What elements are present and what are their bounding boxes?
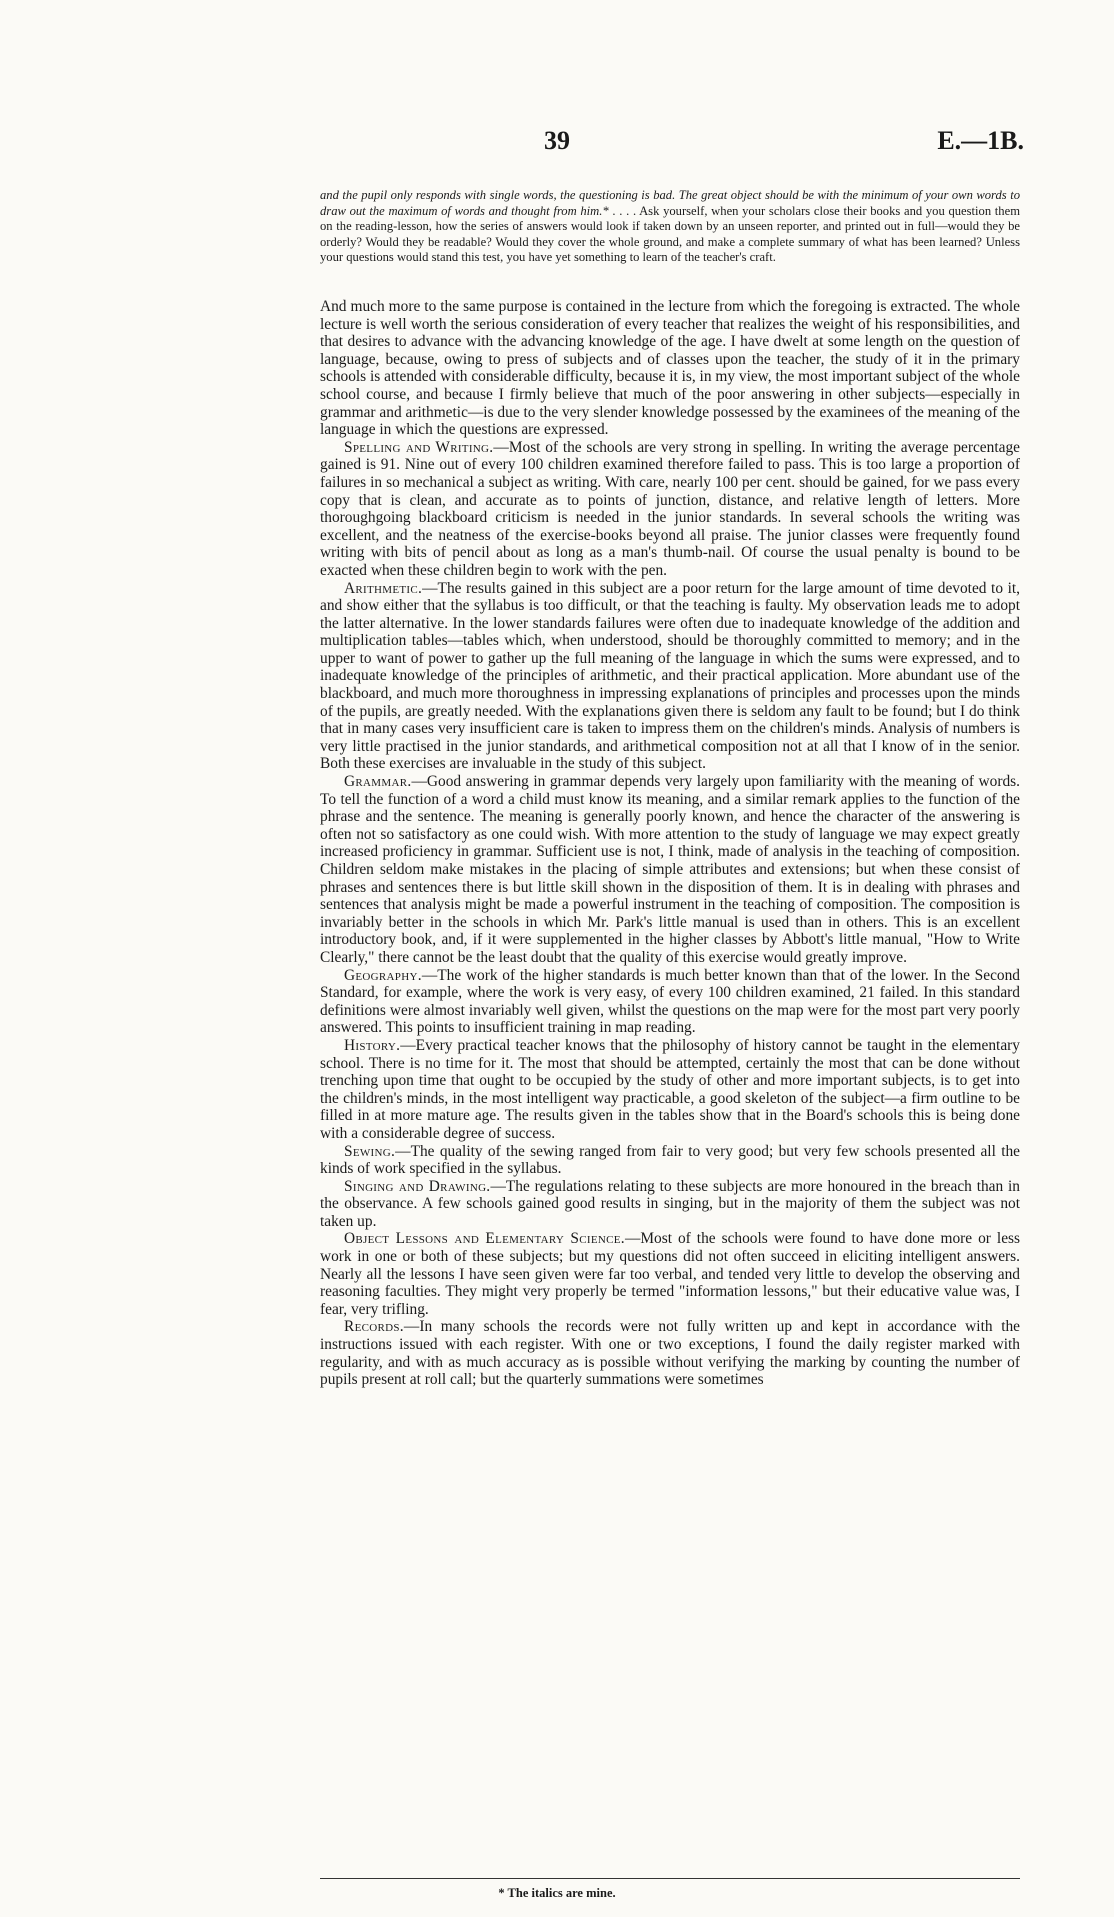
paragraph-sewing xyxy=(320,1143,1020,1178)
paragraph-text: —Good answering in grammar depends very largely upon familiarity with the meaning of words. To tell the function of a word a child must know its meaning, and a similar remark applies to the function of the phrase and the sentence. The meaning is generally poorly known, and hence the character of the answering is often not so satisfactory as one could wish. With more attention to the study of language we may expect greatly increased proficiency in grammar. Sufficient use is not, I think, made of analysis in the teaching of composition. Children seldom make mistakes in the placing of simple attributes and extensions; but when these consist of phrases and sentences there is but little skill shown in the disposition of them. It is in dealing with phrases and sentences that analysis might be made a powerful instrument in the teaching of composition. The composition is invariably better in the schools in which Mr. Park's little manual is used than in others. This is an excellent introductory book, and, if it were supplemented in the higher classes by Abbott's little manual, "How to Write Clearly," there cannot be the least doubt that the quality of this exercise would greatly improve. xyxy=(320,773,1020,966)
document-reference: E.—1B. xyxy=(937,126,1024,155)
paragraph-text: —The regulations relating to these subjects are more honoured in the breach than in the observance. A few schools gained good results in singing, but in the majority of them the subject was not taken up. xyxy=(320,1177,1021,1230)
paragraph-grammar xyxy=(320,773,1020,967)
section-heading: History. xyxy=(344,1036,401,1054)
paragraph-spelling-writing xyxy=(320,439,1020,580)
paragraph-history xyxy=(320,1037,1020,1143)
section-heading: Sewing. xyxy=(344,1142,396,1160)
section-heading: Singing and Drawing. xyxy=(344,1177,491,1195)
paragraph-text: —In many schools the records were not fully written up and kept in accordance with the instructions issued with each register. With one or two exceptions, I found the daily register marked with regularity, and with as much accuracy as is possible without verifying the marking by counting the number of pupils present at roll call; but the quarterly summations were sometimes xyxy=(320,1318,1020,1389)
section-heading: Arithmetic. xyxy=(344,579,423,597)
footnote: * The italics are mine. xyxy=(498,1886,616,1900)
quote-italic-text: and the pupil only responds with single words, the questioning is bad. The great object should be with the minimum of your own words to draw out the maximum of words and thought from him.* xyxy=(320,188,1020,218)
paragraph-records xyxy=(320,1318,1020,1388)
quote-plain-text: . . . . Ask yourself, when your scholars close their books and you question them on the reading-lesson, how the series of answers would look if taken down by an unseen reporter, and printed out in full—would they be orderly? Would they be readable? Would they cover the whole ground, and make a complete summary of what has been learned? Unless your questions would stand this test, you have yet something to learn of the teacher's craft. xyxy=(320,203,1020,264)
paragraph-text: —Every practical teacher knows that the philosophy of history cannot be taught in the elementary school. There is no time for it. The most that should be attempted, certainly the most that can be done without trenching upon time that ought to be occupied by the study of other and more important subjects, is to get into the children's minds, in the most intelligent way practicable, a good skeleton of the subject—a firm outline to be filled in at more mature age. The results given in the tables show that in the Board's schools this is being done with a considerable degree of success. xyxy=(320,1036,1020,1142)
paragraph-text: —Most of the schools were found to have done more or less work in one or both of these subjects; but my questions did not often succeed in eliciting intelligent answers. Nearly all the lessons I have seen given were far too verbal, and tended very little to develop the observing and reasoning faculties. They might very properly be termed "information lessons," but their educative value was, I fear, very trifling. xyxy=(320,1230,1021,1318)
page-number: 39 xyxy=(544,126,570,155)
section-heading: Records. xyxy=(344,1318,404,1336)
paragraph-text: —The results gained in this subject are a poor return for the large amount of time devoted to it, and show either that the syllabus is too difficult, or that the teaching is faulty. My observation leads me to adopt the latter alternative. In the lower standards failures were often due to inadequate knowledge of the addition and multiplication tables—tables which, when understood, should be thoroughly committed to memory; and in the upper to want of power to gather up the full meaning of the language in which the sums were expressed, and to inadequate knowledge of the principles of arithmetic, and their practical application. More abundant use of the blackboard, and much more thoroughness in impressing explanations of principles and processes upon the minds of the pupils, are greatly needed. With the explanations given there is seldom any fault to be found; but I do think that in many cases very insufficient care is taken to impress them on the children's minds. Analysis of numbers is very little practised in the junior standards, and arithmetical composition not at all that I know of in the senior. Both these exercises are invaluable in the study of this subject. xyxy=(320,579,1020,773)
report-body xyxy=(320,298,1020,1389)
paragraph-intro xyxy=(320,298,1020,439)
section-heading: Geography. xyxy=(344,966,422,984)
footnote-divider xyxy=(320,1878,1020,1879)
section-heading: Object Lessons and Elementary Science. xyxy=(344,1230,625,1248)
section-heading: Spelling and Writing. xyxy=(344,438,494,456)
paragraph-text: —The quality of the sewing ranged from fair to very good; but very few schools presented all the kinds of work specified in the syllabus. xyxy=(320,1142,1020,1178)
paragraph-text: —The work of the higher standards is much better known than that of the lower. In the Second Standard, for example, where the work is very easy, of every 100 children examined, 21 failed. In this standard definitions were almost invariably well given, whilst the questions on the map were for the most part very poorly answered. This points to insufficient training in map reading. xyxy=(320,966,1020,1037)
section-heading: Grammar. xyxy=(344,773,412,791)
paragraph-text: —Most of the schools are very strong in spelling. In writing the average percentage gained is 91. Nine out of every 100 children examined therefore failed to pass. This is too large a proportion of failures in so mechanical a subject as writing. With care, nearly 100 per cent. should be gained, for we pass every copy that is clean, and accurate as to points of junction, distance, and relative length of letters. More thoroughgoing blackboard criticism is needed in the junior standards. In several schools the writing was excellent, and the neatness of the exercise-books beyond all praise. The junior classes were frequently found writing with bits of pencil about as long as a man's thumb-nail. Of course the usual penalty is bound to be exacted when these children begin to work with the pen. xyxy=(320,438,1020,579)
paragraph-object-lessons xyxy=(320,1230,1020,1318)
paragraph-geography xyxy=(320,967,1020,1037)
paragraph-arithmetic xyxy=(320,580,1020,774)
paragraph-singing-drawing xyxy=(320,1178,1020,1231)
paragraph-text: And much more to the same purpose is contained in the lecture from which the foregoing is extracted. The whole lecture is well worth the serious consideration of every teacher that realizes the weight of his responsibilities, and that desires to advance with the advancing knowledge of the age. I have dwelt at some length on the question of language, because, owing to press of subjects and of classes upon the teacher, the study of it in the primary schools is attended with considerable difficulty, because it is, in my view, the most important subject of the whole school course, and because I firmly believe that much of the poor answering in other subjects—especially in grammar and arithmetic—is due to the very slender knowledge possessed by the examinees of the meaning of the language in which the questions are expressed. xyxy=(320,298,1020,439)
quoted-passage xyxy=(320,188,1020,266)
